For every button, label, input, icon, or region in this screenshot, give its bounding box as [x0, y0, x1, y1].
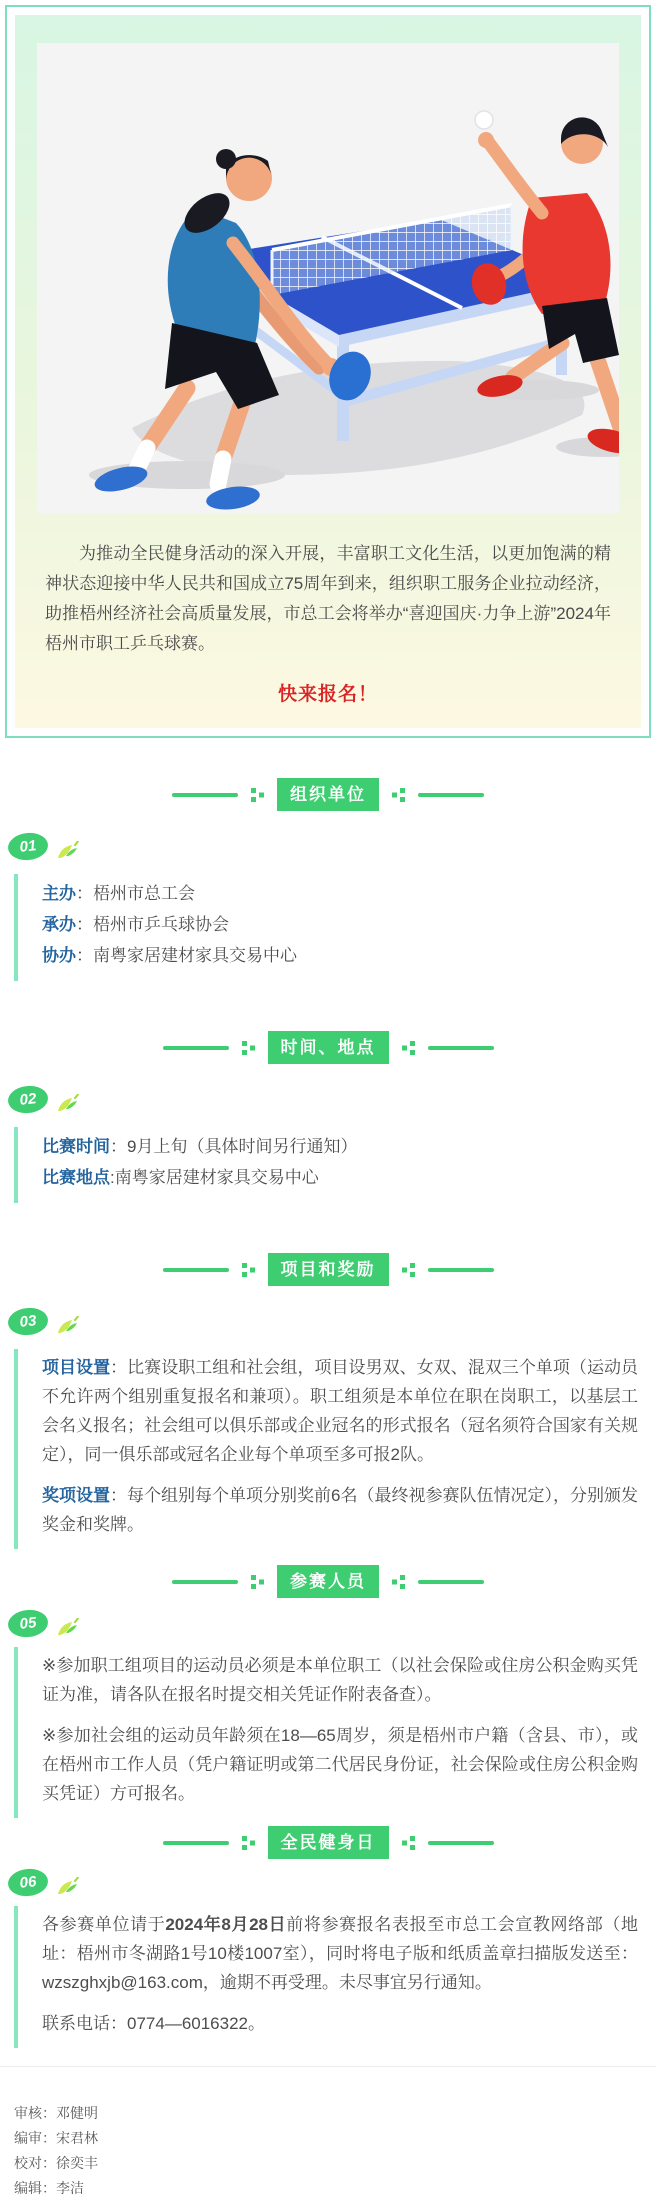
- info-label: 奖项设置: [42, 1486, 111, 1505]
- pixel-arrow-right-icon: [251, 1575, 264, 1589]
- section-header-registration: [0, 1826, 656, 1859]
- contact-phone: 联系电话：0774—6016322。: [42, 2014, 266, 2033]
- section-number-row: [8, 1869, 656, 1896]
- leaf-icon: [56, 1316, 80, 1334]
- credit-line: 校对：徐奕丰: [14, 2155, 98, 2171]
- participants-note: ※参加职工组项目的运动员必须是本单位职工（以社会保险或住房公积金购买凭证为准，请各队在报名时提交相关凭证作附表备查）。: [42, 1656, 638, 1704]
- pixel-arrow-right-icon: [242, 1263, 255, 1277]
- pixel-arrow-right-icon: [251, 788, 264, 802]
- info-value: :南粤家居建材家具交易中心: [110, 1168, 319, 1187]
- section-header-events-awards: [0, 1253, 656, 1286]
- leaf-icon: [56, 841, 80, 859]
- intro-paragraph: 为推动全民健身活动的深入开展，丰富职工文化生活，以更加饱满的精神状态迎接中华人民共和国成立75周年到来，组织职工服务企业拉动经济，助推梧州经济社会高质量发展，市总工会将举办“喜迎国庆·力争上游”2024年梧州市职工乒乓球赛。: [45, 544, 611, 653]
- info-row: [42, 940, 638, 971]
- info-label: 主办: [42, 884, 76, 903]
- info-row: [42, 909, 638, 940]
- divider-line: [163, 1268, 229, 1272]
- section-title-badge: 参赛人员: [277, 1565, 379, 1598]
- info-value: ：梧州市总工会: [76, 884, 195, 903]
- info-value: ：比赛设职工组和社会组，项目设男双、女双、混双三个单项（运动员不允许两个组别重复报名和兼项）。职工组须是本单位在职在岗职工，以基层工会名义报名；社会组可以俱乐部或企业冠名的形式报名（冠名须符合国家有关规定），同一俱乐部或冠名企业每个单项至多可报2队。: [42, 1358, 639, 1464]
- leaf-icon: [56, 1618, 80, 1636]
- section-number-row: [8, 1610, 656, 1637]
- section-number-badge: 03: [7, 1306, 50, 1337]
- section-number-badge: 06: [7, 1867, 50, 1898]
- info-row: [42, 878, 638, 909]
- divider-line: [428, 1268, 494, 1272]
- leaf-icon: [56, 1877, 80, 1895]
- pixel-arrow-left-icon: [402, 1263, 415, 1277]
- divider-line: [172, 793, 238, 797]
- section-title-badge: 项目和奖励: [268, 1253, 389, 1286]
- section-header-time-place: [0, 1031, 656, 1064]
- pixel-arrow-right-icon: [242, 1836, 255, 1850]
- section-title-badge: 时间、地点: [268, 1031, 389, 1064]
- section-number-badge: 02: [7, 1084, 50, 1115]
- section-content-registration: [14, 1906, 640, 2048]
- section-content-organizers: [14, 874, 640, 981]
- info-label: 协办: [42, 946, 76, 965]
- section-content-participants: [14, 1647, 640, 1818]
- info-label: 项目设置: [42, 1358, 111, 1377]
- events-paragraph: [42, 1353, 638, 1469]
- footer-credits: [14, 2101, 656, 2211]
- cta-text: 快来报名！: [277, 684, 378, 705]
- divider-line: [172, 1580, 238, 1584]
- divider-line: [418, 793, 484, 797]
- registration-paragraph: [42, 1910, 638, 1997]
- divider-line: [163, 1046, 229, 1050]
- participants-note: ※参加社会组的运动员年龄须在18—65周岁，须是梧州市户籍（含县、市），或在梧州市工作人员（凭户籍证明或第二代居民身份证，社会保险或住房公积金购买凭证）方可报名。: [42, 1726, 638, 1803]
- hero-illustration-box: [37, 43, 619, 513]
- info-value: ：每个组别每个单项分别奖前6名（最终视参赛队伍情况定），分别颁发奖金和奖牌。: [42, 1486, 638, 1534]
- section-number-row: [8, 833, 656, 860]
- section-header-participants: [0, 1565, 656, 1598]
- pixel-arrow-left-icon: [402, 1836, 415, 1850]
- section-content-events-awards: [14, 1349, 640, 1549]
- section-number-row: [8, 1308, 656, 1335]
- info-label: 比赛时间: [42, 1137, 110, 1156]
- footer-divider: [0, 2066, 656, 2067]
- section-title-badge: 组织单位: [277, 778, 379, 811]
- credit-line: 编辑：李洁: [14, 2180, 84, 2196]
- hero-card: [5, 5, 651, 738]
- pixel-arrow-left-icon: [392, 1575, 405, 1589]
- divider-line: [428, 1046, 494, 1050]
- section-content-time-place: [14, 1127, 640, 1203]
- pixel-arrow-left-icon: [402, 1041, 415, 1055]
- registration-pre: 各参赛单位请于: [42, 1915, 166, 1934]
- info-label: 比赛地点: [42, 1168, 110, 1187]
- divider-line: [418, 1580, 484, 1584]
- info-value: ：南粤家居建材家具交易中心: [76, 946, 297, 965]
- hero-panel: [15, 15, 641, 728]
- info-value: ：9月上旬（具体时间另行通知）: [110, 1137, 358, 1156]
- section-number-badge: 05: [7, 1608, 50, 1639]
- divider-line: [163, 1841, 229, 1845]
- info-row: [42, 1131, 638, 1162]
- credit-line: 编审：宋君林: [14, 2130, 98, 2146]
- divider-line: [428, 1841, 494, 1845]
- pixel-arrow-left-icon: [392, 788, 405, 802]
- info-value: ：梧州市乒乓球协会: [76, 915, 229, 934]
- section-header-organizers: [0, 778, 656, 811]
- table-tennis-illustration: [37, 43, 619, 513]
- credit-line: 审核：邓健明: [14, 2105, 98, 2121]
- section-number-badge: 01: [7, 831, 50, 862]
- registration-deadline: 2024年8月28日: [165, 1915, 287, 1934]
- registration-post: 前将参赛报名表报至市总工会宣教网络部（地址：梧州市冬湖路1号10楼1007室），同时将电子版和纸质盖章扫描版发送至：wzszghxjb@163.com，逾期不再受理。未尽事宜另行通知。: [42, 1915, 639, 1992]
- leaf-icon: [56, 1094, 80, 1112]
- info-row: [42, 1162, 638, 1193]
- section-title-badge: 全民健身日: [268, 1826, 389, 1859]
- section-number-row: [8, 1086, 656, 1113]
- info-label: 承办: [42, 915, 76, 934]
- pixel-arrow-right-icon: [242, 1041, 255, 1055]
- awards-paragraph: [42, 1481, 638, 1539]
